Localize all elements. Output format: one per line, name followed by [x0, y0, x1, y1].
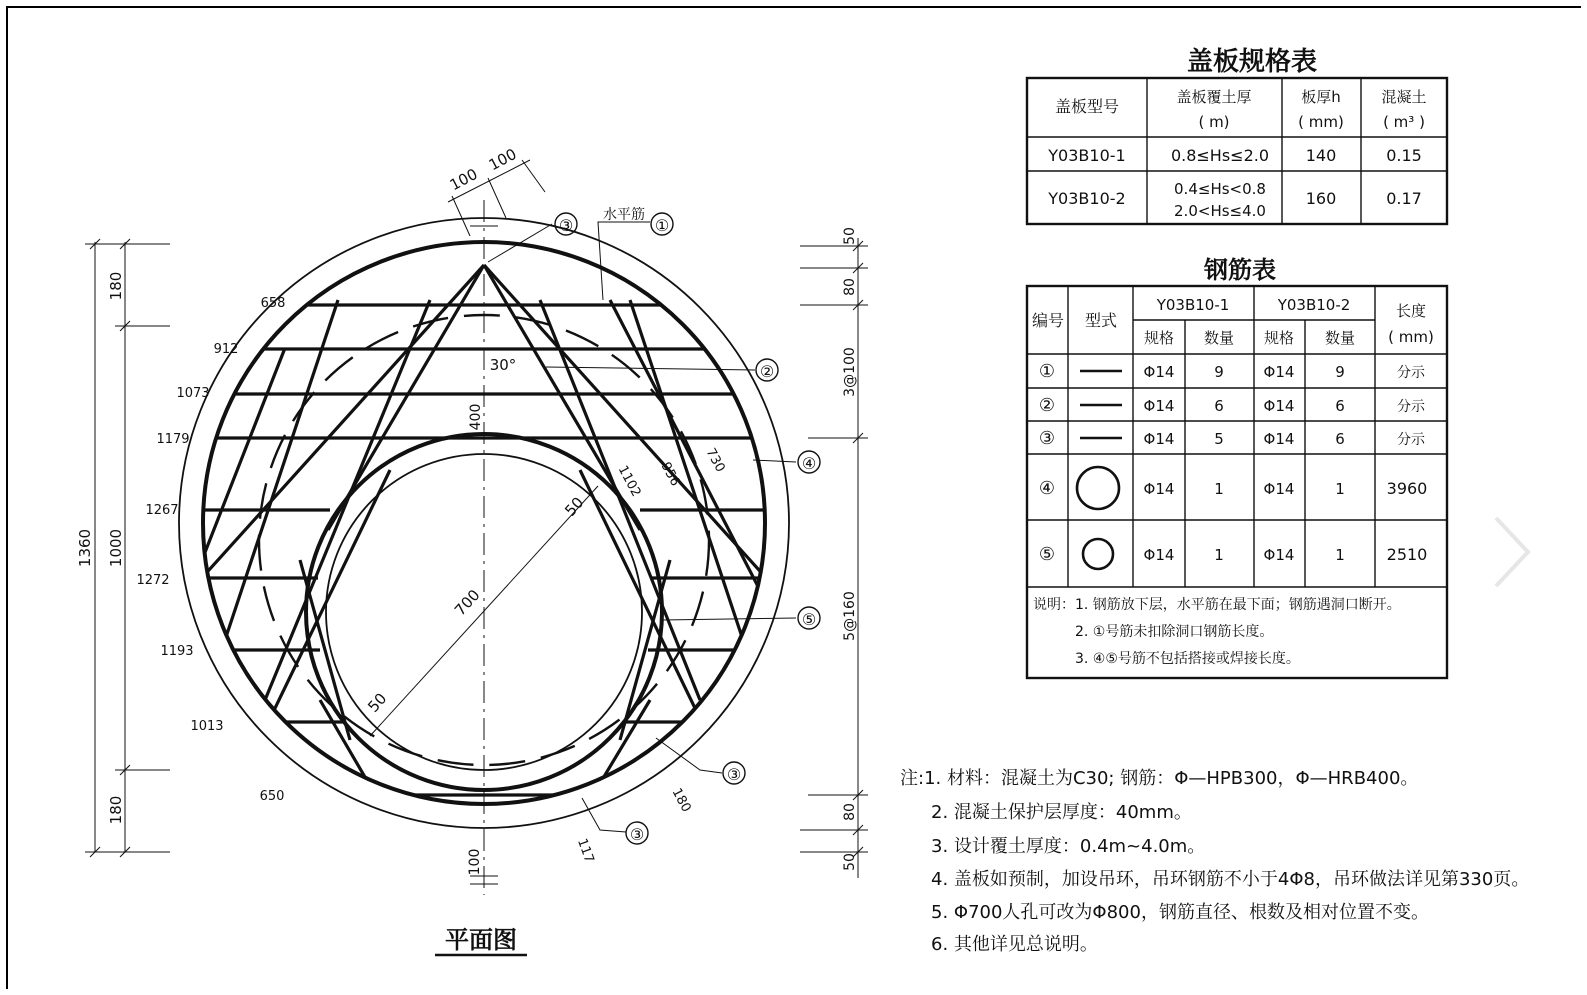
dim-50-bottom: 50	[842, 853, 858, 871]
callout-1: ①	[654, 216, 670, 235]
rebar-row3-len: 分示	[1397, 432, 1425, 448]
general-note-5: 5. Φ700人孔可改为Φ800，钢筋直径、根数及相对位置不变。	[931, 902, 1429, 923]
chord-1267: 1267	[145, 503, 179, 518]
spec-row1-concrete: 0.15	[1386, 146, 1422, 165]
rebar-row1-spec1: Φ14	[1143, 363, 1175, 381]
callout-3-right: ③	[726, 765, 742, 784]
dim-80-bottom: 80	[842, 803, 858, 821]
rebar-note-1: 说明：1. 钢筋放下层，水平筋在最下面；钢筋遇洞口断开。	[1033, 597, 1401, 613]
rebar-row3-spec1: Φ14	[1143, 430, 1175, 448]
rebar-header-no: 编号	[1031, 311, 1065, 330]
spec-row2-type: Y03B10-2	[1048, 189, 1126, 208]
spec-header-cover-l1: 盖板覆土厚	[1176, 88, 1252, 106]
spec-row2-cover-l1: 0.4≤Hs<0.8	[1174, 180, 1266, 198]
rebar-row3-qty1: 5	[1214, 430, 1224, 448]
rebar-row4-len: 3960	[1386, 479, 1428, 498]
dim-50-top: 50	[842, 227, 858, 245]
spec-row1-thick: 140	[1305, 146, 1337, 165]
general-note-1: 注:1. 材料：混凝土为C30; 钢筋：Φ—HPB300，Φ—HRB400。	[900, 768, 1419, 789]
dim-700: 700	[451, 585, 484, 620]
rebar-header-form: 型式	[1084, 311, 1118, 330]
rebar-row4-qty2: 1	[1335, 480, 1345, 498]
chord-1193: 1193	[160, 644, 194, 659]
rebar-header-len-l2: ( mm)	[1388, 328, 1434, 346]
dim-1000: 1000	[107, 528, 125, 568]
rebar-row4-qty1: 1	[1214, 480, 1224, 498]
dim-1102: 1102	[614, 463, 644, 500]
rebar-row5-spec2: Φ14	[1263, 546, 1295, 564]
spec-row2-concrete: 0.17	[1386, 189, 1422, 208]
dim-956: 956	[657, 459, 683, 489]
general-note-2: 2. 混凝土保护层厚度：40mm。	[931, 802, 1192, 823]
chord-1179: 1179	[156, 432, 190, 447]
chord-658: 658	[260, 296, 286, 311]
callout-2: ②	[759, 362, 775, 381]
spec-header-type: 盖板型号	[1054, 97, 1120, 116]
chord-650: 650	[259, 789, 285, 804]
dim-50-upper: 50	[561, 493, 588, 520]
spec-header-thick-l1: 板厚h	[1301, 88, 1341, 106]
callout-3-top: ③	[558, 216, 574, 235]
dim-5at160: 5@160	[842, 591, 858, 641]
rebar-row1-qty2: 9	[1335, 363, 1345, 381]
spec-table-title: 盖板规格表	[1186, 47, 1318, 77]
dim-730: 730	[702, 445, 728, 475]
rebar-sub-spec2: 规格	[1263, 329, 1295, 347]
callout-4: ④	[801, 454, 817, 473]
chord-1272: 1272	[136, 573, 170, 588]
dim-400: 400	[468, 403, 484, 431]
callout-horizontal-bar-label: 水平筋	[603, 207, 645, 223]
general-note-4: 4. 盖板如预制，加设吊环，吊环钢筋不小于4Φ8，吊环做法详见第330页。	[931, 869, 1530, 890]
dim-100-bottom: 100	[467, 848, 483, 876]
spec-row2-thick: 160	[1305, 189, 1337, 208]
rebar-row2-no: ②	[1038, 395, 1056, 416]
spec-header-cover-l2: ( m)	[1198, 113, 1230, 131]
general-note-6: 6. 其他详见总说明。	[931, 934, 1098, 955]
chord-1013: 1013	[190, 719, 224, 734]
rebar-sub-qty2: 数量	[1324, 329, 1356, 347]
rebar-row5-no: ⑤	[1038, 544, 1056, 565]
spec-header-concrete-l1: 混凝土	[1381, 88, 1427, 106]
dim-100-a: 100	[446, 164, 481, 195]
dim-80-top: 80	[842, 278, 858, 296]
dim-1360: 1360	[76, 528, 94, 568]
rebar-sub-spec1: 规格	[1143, 329, 1175, 347]
rebar-row1-spec2: Φ14	[1263, 363, 1295, 381]
callout-3-bottom: ③	[629, 825, 645, 844]
rebar-row4-spec2: Φ14	[1263, 480, 1295, 498]
dim-180-bottom: 180	[107, 795, 125, 825]
rebar-header-y2: Y03B10-2	[1277, 296, 1351, 314]
dim-100-b: 100	[485, 144, 520, 175]
rebar-row2-qty1: 6	[1214, 397, 1224, 415]
rebar-row1-qty1: 9	[1214, 363, 1224, 381]
dim-50-lower: 50	[364, 689, 391, 716]
spec-header-concrete-l2: ( m³ )	[1383, 113, 1425, 131]
spec-row2-cover-l2: 2.0<Hs≤4.0	[1174, 202, 1266, 220]
dim-180-diag: 180	[668, 785, 694, 815]
rebar-row4-no: ④	[1038, 478, 1056, 499]
rebar-row5-len: 2510	[1386, 545, 1428, 564]
rebar-row3-no: ③	[1038, 428, 1056, 449]
general-note-3: 3. 设计覆土厚度：0.4m~4.0m。	[931, 836, 1206, 857]
chord-1073: 1073	[176, 386, 210, 401]
rebar-row2-len: 分示	[1397, 399, 1425, 415]
spec-row1-cover: 0.8≤Hs≤2.0	[1170, 146, 1270, 165]
dim-180-top: 180	[107, 271, 125, 301]
rebar-row1-no: ①	[1038, 361, 1056, 382]
rebar-row2-qty2: 6	[1335, 397, 1345, 415]
rebar-row3-spec2: Φ14	[1263, 430, 1295, 448]
rebar-row4-spec1: Φ14	[1143, 480, 1175, 498]
rebar-note-3: 3. ④⑤号筋不包括搭接或焊接长度。	[1075, 651, 1300, 667]
rebar-header-len-l1: 长度	[1395, 302, 1427, 320]
chord-912: 912	[213, 342, 239, 357]
rebar-row5-qty2: 1	[1335, 546, 1345, 564]
dim-117: 117	[573, 836, 597, 866]
angle-30: 30°	[489, 356, 517, 374]
rebar-row3-qty2: 6	[1335, 430, 1345, 448]
plan-title: 平面图	[445, 926, 517, 954]
rebar-header-y1: Y03B10-1	[1156, 296, 1230, 314]
spec-header-thick-l2: ( mm)	[1298, 113, 1344, 131]
rebar-note-2: 2. ①号筋未扣除洞口钢筋长度。	[1075, 624, 1274, 640]
spec-row1-type: Y03B10-1	[1048, 146, 1126, 165]
rebar-row2-spec2: Φ14	[1263, 397, 1295, 415]
rebar-row5-spec1: Φ14	[1143, 546, 1175, 564]
rebar-row5-qty1: 1	[1214, 546, 1224, 564]
callout-5: ⑤	[801, 610, 817, 629]
rebar-row2-spec1: Φ14	[1143, 397, 1175, 415]
next-page-arrow-icon[interactable]	[1488, 512, 1534, 592]
rebar-sub-qty1: 数量	[1203, 329, 1235, 347]
rebar-table-title: 钢筋表	[1204, 256, 1276, 284]
rebar-row1-len: 分示	[1397, 365, 1425, 381]
dim-3at100: 3@100	[842, 347, 858, 397]
